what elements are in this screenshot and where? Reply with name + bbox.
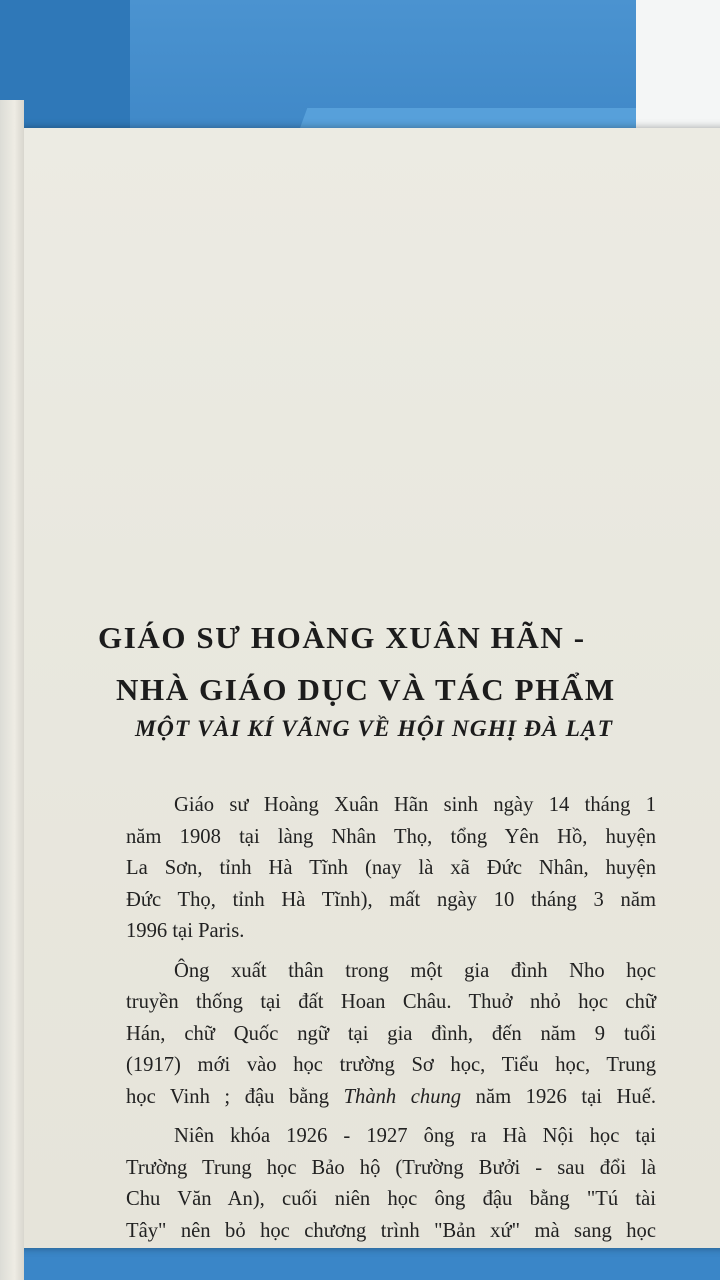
book-page-edge	[0, 100, 24, 1280]
article-body	[126, 790, 656, 1247]
paragraph-line: (1917) mới vào học trường Sơ học, Tiểu học, Trung	[126, 1054, 656, 1076]
paragraph-1	[126, 790, 656, 948]
paragraph-line: Hán, chữ Quốc ngữ tại gia đình, đến năm 9 tuổi	[126, 1022, 656, 1045]
paragraph-line-start: học Vinh ; đậu bằng	[126, 1085, 330, 1108]
paragraph-line: Giáo sư Hoàng Xuân Hãn sinh ngày 14 tháng 1	[174, 794, 656, 816]
paragraph-line: truyền thống tại đất Hoan Châu. Thuở nhỏ học chữ	[126, 991, 656, 1013]
paragraph-line: Trường Trung học Bảo hộ (Trường Bưởi - sau đổi là	[126, 1156, 656, 1179]
paragraph-line: Ông xuất thân trong một gia đình Nho học	[174, 959, 656, 982]
paragraph-line: Niên khóa 1926 - 1927 ông ra Hà Nội học tại	[174, 1125, 656, 1147]
paragraph-line: Đức Thọ, tỉnh Hà Tĩnh), mất ngày 10 tháng 3 năm	[126, 888, 656, 911]
paragraph-3	[126, 1121, 656, 1247]
article-title-line-2: NHÀ GIÁO DỤC VÀ TÁC PHẨM	[116, 672, 616, 707]
paragraph-line: năm 1908 tại làng Nhân Thọ, tổng Yên Hồ, huyện	[126, 825, 656, 848]
paragraph-2	[126, 956, 656, 1114]
paragraph-line: Tây" nên bỏ học chương trình "Bản xứ" mà sang học	[126, 1219, 656, 1242]
paragraph-line-mixed	[126, 1082, 656, 1114]
paragraph-line: 1996 tại Paris.	[126, 920, 245, 942]
background-white-object	[636, 0, 720, 130]
italic-phrase: Thành chung	[343, 1085, 462, 1108]
paragraph-line: La Sơn, tỉnh Hà Tĩnh (nay là xã Đức Nhân, huyện	[126, 857, 656, 879]
article-subtitle: MỘT VÀI KÍ VÃNG VỀ HỘI NGHỊ ĐÀ LẠT	[135, 716, 613, 742]
paragraph-line: Chu Văn An), cuối niên học ông đậu bằng "Tú tài	[126, 1188, 656, 1210]
paragraph-line-end: năm 1926 tại Huế.	[461, 1085, 657, 1108]
article-title-line-1: GIÁO SƯ HOÀNG XUÂN HÃN -	[98, 620, 586, 655]
